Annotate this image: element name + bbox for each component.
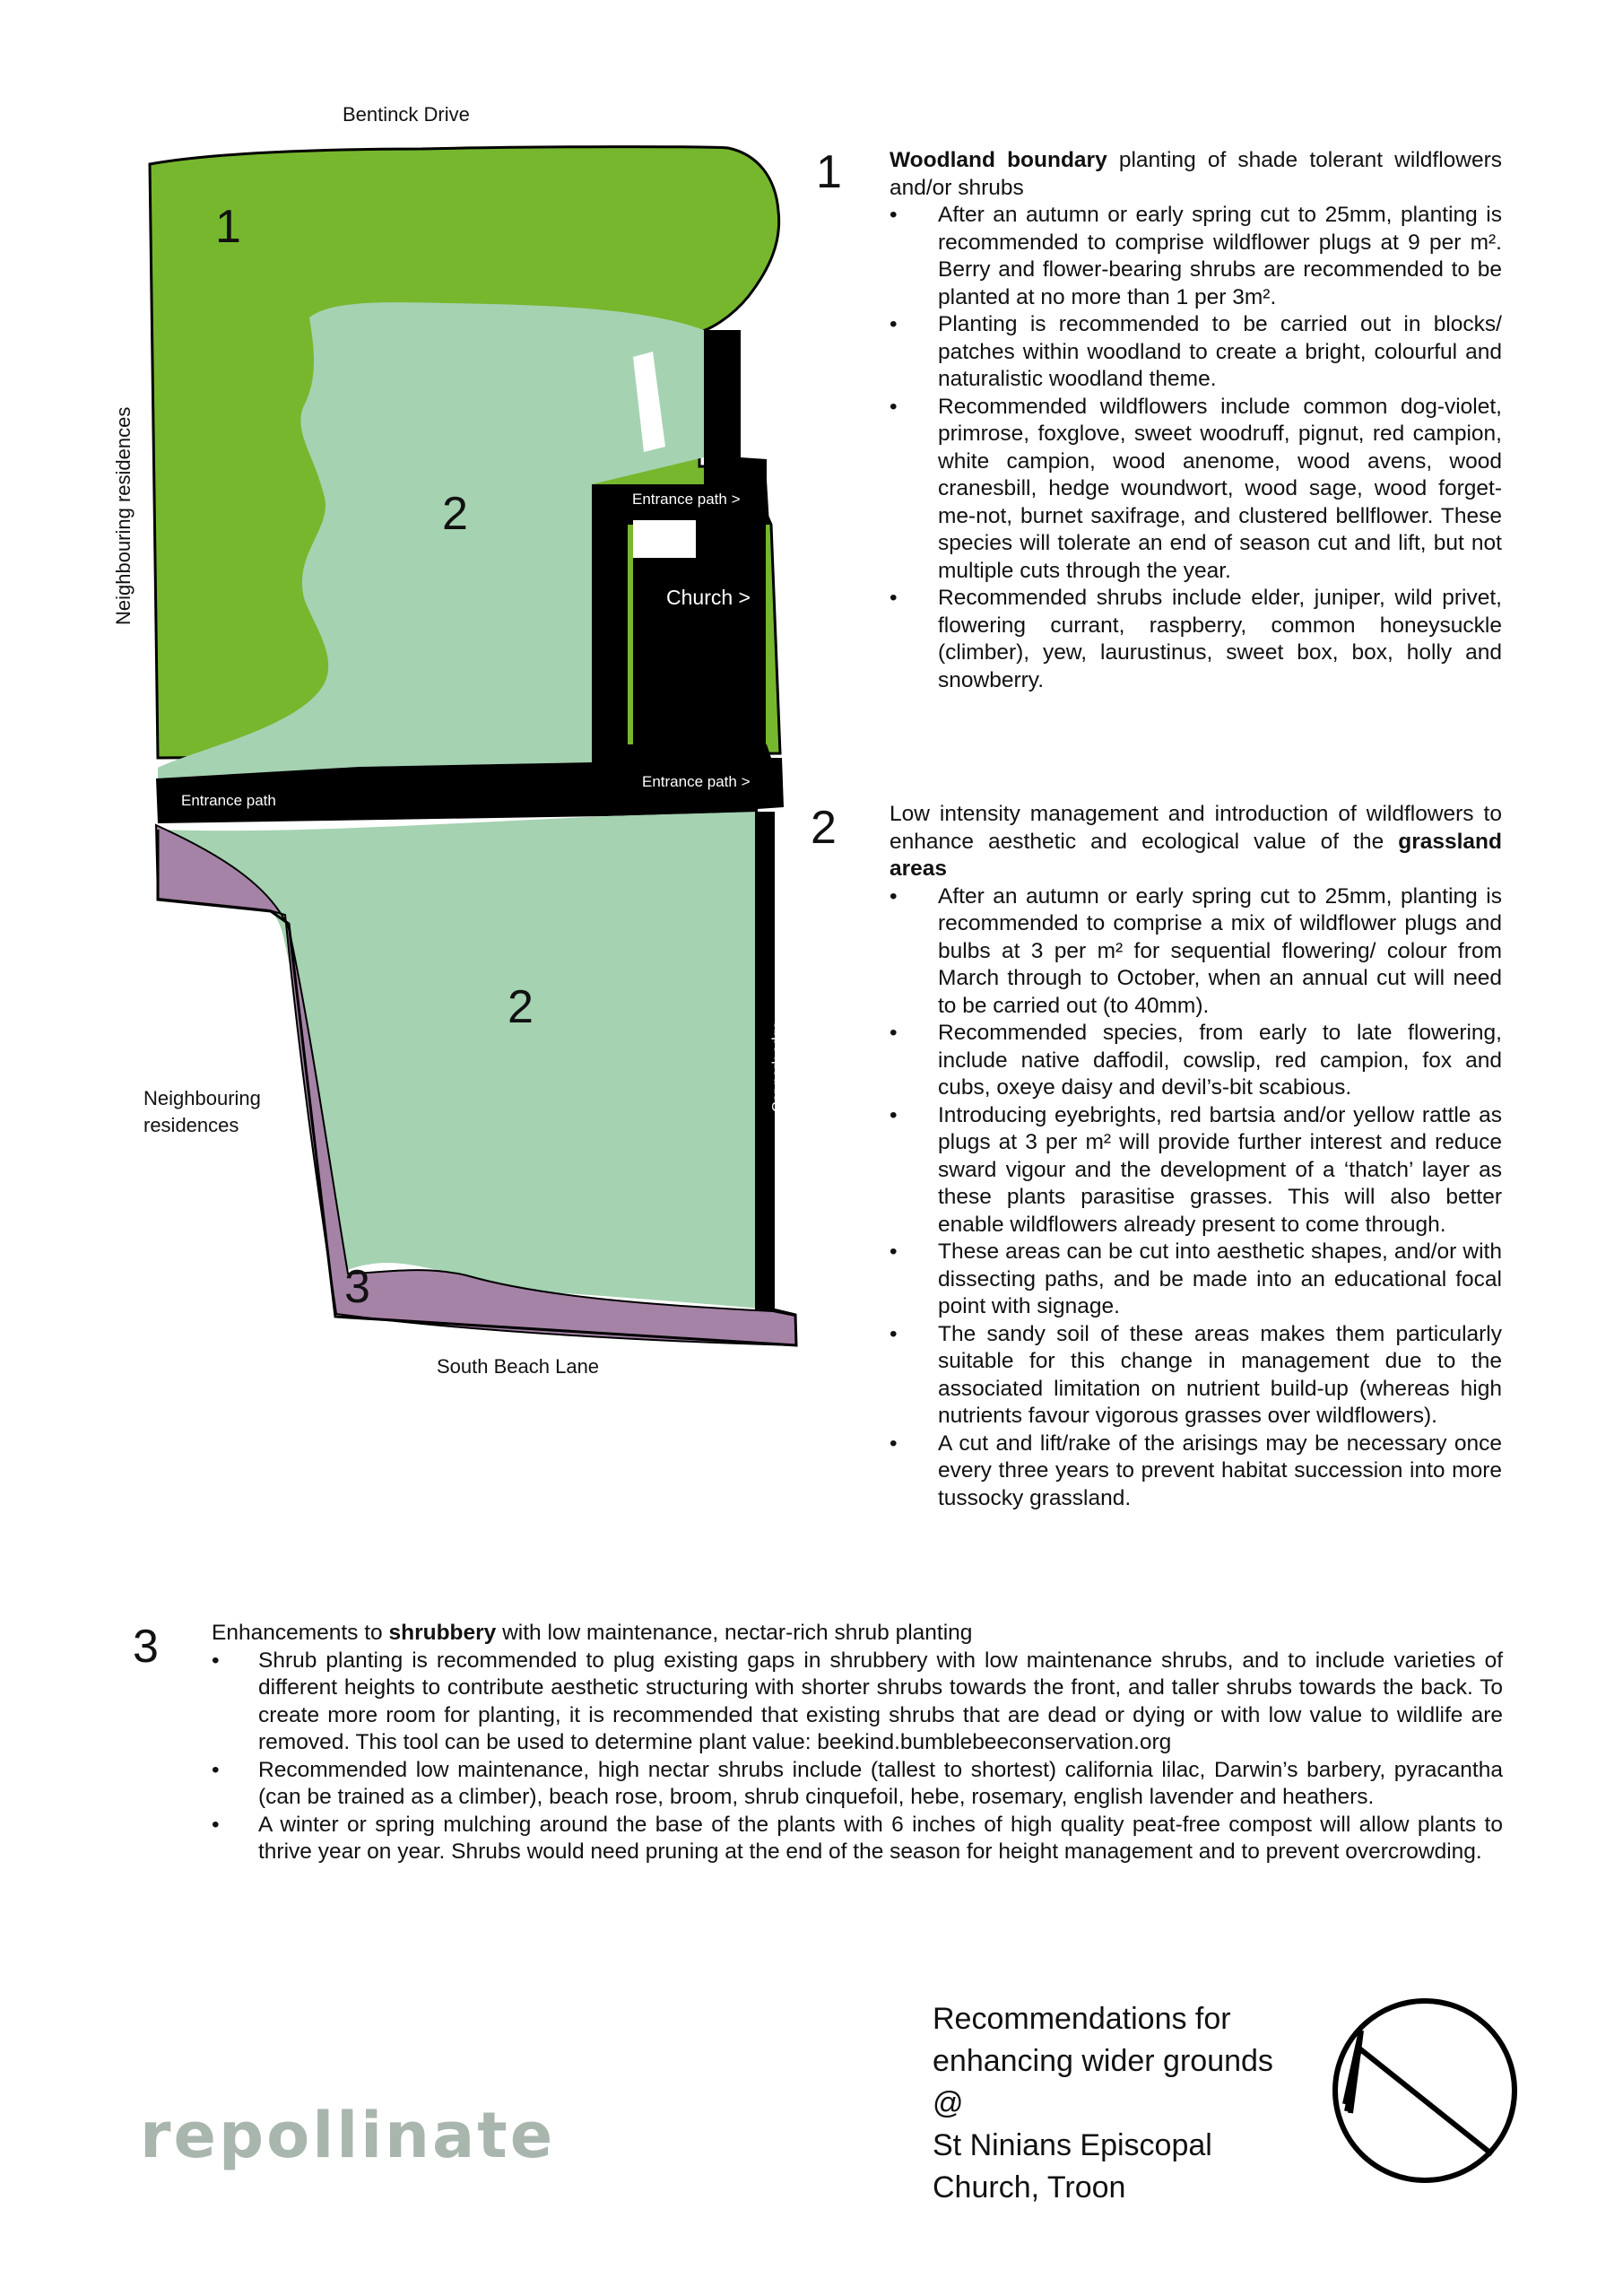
title-line: Church, Troon — [933, 2170, 1126, 2205]
neighbours-left-label: Neighbouring residences — [112, 406, 135, 625]
document-title — [933, 1998, 1363, 2209]
list-item: • Recommended shrubs include elder, juniper, wild privet, flowering currant, raspberry, common honeysuckle (climber), yew, laurustinus, sweet box, box, holly and snowberry. — [890, 585, 1502, 694]
bullet-list — [890, 202, 1502, 694]
list-item: • These areas can be cut into aesthetic shapes, and/or with dissecting paths, and be made into an educational focal point with signage. — [890, 1239, 1502, 1321]
list-item: • Shrub planting is recommended to plug existing gaps in shrubbery with low maintenance shrubs, and to include varieties of different heights to contribute aesthetic structuring with shorter shrubs towards the front, and taller shrubs towards the back. To create more room for planting, it is recommended that existing shrubs that are dead or dying or with low value to wildlife are removed. This tool can be used to determine plant value: beekind.bumblebeeconservation.org — [212, 1648, 1503, 1757]
list-item: • Recommended wildflowers include common dog-violet, primrose, foxglove, sweet woodruff, pignut, red campion, white campion, wood anenome, wood avens, wood cranesbill, hedge woundwort, wood sage, wood forget-me-not, burnet saxifrage, and clustered bellflower. These species will tolerate an end of season cut and lift, but not multiple cuts through the year. — [890, 394, 1502, 586]
site-map — [0, 0, 807, 1399]
list-item: • After an autumn or early spring cut to 25mm, planting is recommended to comprise a mix of wildflower plugs and bulbs at 3 per m² for sequential flowering/ colour from March through to October, when an annual cut will need to be carried out (to 40mm). — [890, 883, 1502, 1021]
bullet-list — [212, 1648, 1503, 1866]
zone-3-label: 3 — [344, 1261, 370, 1313]
section-intro: Enhancements to shrubbery with low maintenance, nectar-rich shrub planting — [212, 1621, 973, 1645]
section-grassland — [811, 801, 1502, 1512]
neighbours-lower-line2: residences — [143, 1114, 239, 1136]
title-line: enhancing wider grounds — [933, 2044, 1273, 2078]
section-intro: Woodland boundary planting of shade tolerant wildflowers and/or shrubs — [890, 148, 1502, 200]
entrance-path-mid-label: Entrance path > — [642, 773, 751, 790]
section-number: 2 — [811, 802, 837, 854]
title-line: @ — [933, 2086, 964, 2120]
section-woodland — [816, 146, 1502, 694]
list-item: • The sandy soil of these areas makes them particularly suitable for this change in management due to the associated limitation on nutrient build-up (whereas high nutrients favour vigorous grasses over wildflowers). — [890, 1321, 1502, 1431]
list-item: • A cut and lift/rake of the arisings may be necessary once every three years to prevent habitat succession into more tussocky grassland. — [890, 1431, 1502, 1513]
zone-2-upper-label: 2 — [442, 488, 468, 540]
zone-1-label: 1 — [215, 201, 241, 253]
zone-2-lower-label: 2 — [508, 981, 534, 1033]
north-arrow-icon — [1331, 1996, 1519, 2185]
neighbours-lower-line1: Neighbouring — [143, 1087, 261, 1109]
list-item: • After an autumn or early spring cut to 25mm, planting is recommended to comprise wildflower plugs at 9 per m². Berry and flower-bearing shrubs are recommended to be planted at no more than 1 per 3m². — [890, 202, 1502, 311]
section-intro: Low intensity management and introduction of wildflowers to enhance aesthetic and ecological value of the grassland areas — [890, 802, 1502, 881]
list-item: • Introducing eyebrights, red bartsia and/or yellow rattle as plugs at 3 per m² will provide further interest and reduce sward vigour and the development of a ‘thatch’ layer as these plants parasitise grasses. This will also better enable wildflowers already present to come through. — [890, 1102, 1502, 1239]
church-label: Church > — [666, 586, 751, 609]
car-park-edge-label: Car park edge — [770, 1021, 785, 1112]
white-notch — [633, 520, 696, 558]
list-item: • Planting is recommended to be carried out in blocks/ patches within woodland to create a bright, colourful and naturalistic woodland theme. — [890, 311, 1502, 394]
bullet-list — [890, 883, 1502, 1513]
repollinate-logo: repollinate — [140, 2099, 556, 2172]
entrance-path-left-label: Entrance path — [181, 792, 276, 809]
list-item: • Recommended species, from early to late flowering, include native daffodil, cowslip, red campion, fox and cubs, oxeye daisy and devil’s-bit scabious. — [890, 1020, 1502, 1102]
road-top-label: Bentinck Drive — [343, 103, 470, 126]
entrance-path-top-label: Entrance path > — [632, 491, 741, 508]
title-line: St Ninians Episcopal — [933, 2128, 1212, 2162]
section-number: 3 — [133, 1621, 159, 1673]
title-line: Recommendations for — [933, 2002, 1231, 2036]
section-number: 1 — [816, 146, 842, 198]
section-shrubbery — [133, 1620, 1503, 1866]
list-item: • A winter or spring mulching around the base of the plants with 6 inches of high quality peat-free compost will allow plants to thrive year on year. Shrubs would need pruning at the end of the season for height management and to prevent overcrowding. — [212, 1812, 1503, 1866]
road-bottom-label: South Beach Lane — [437, 1355, 600, 1378]
list-item: • Recommended low maintenance, high nectar shrubs include (tallest to shortest) california lilac, Darwin’s barbery, pyracantha (can be trained as a climber), beach rose, broom, shrub cinquefoil, hebe, rosemary, english lavender and heathers. — [212, 1757, 1503, 1812]
